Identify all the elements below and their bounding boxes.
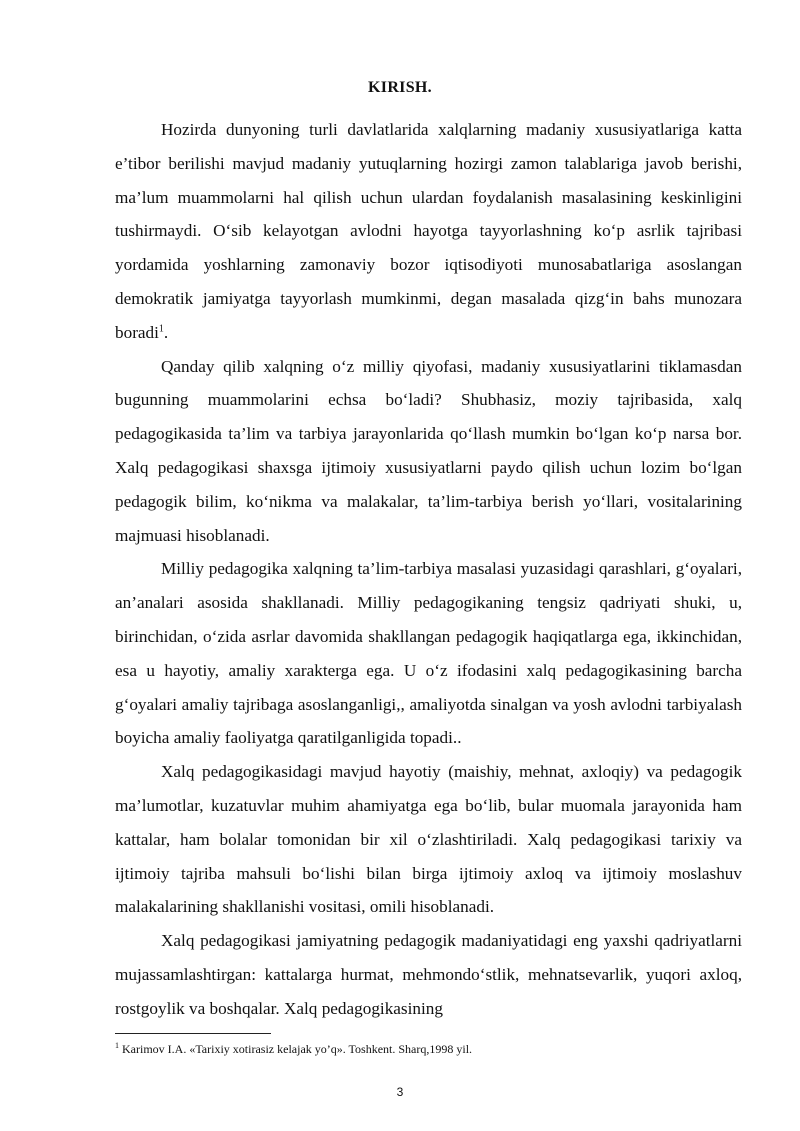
body-text — [115, 113, 742, 1026]
paragraph-3: Milliy pedagogika xalqning ta’lim-tarbiya masalasi yuzasidagi qarashlari, g‘oyalari, an’analari asosida shakllanadi. Milliy pedagogikaning tengsiz qadriyati shuki, u, birinchidan, o‘zida asrlar davomida shakllangan pedagogik haqiqatlarga ega, ikkinchidan, esa u hayotiy, amaliy xarakterga ega. U o‘z ifodasini xalq pedagogikasining barcha g‘oyalari amaliy tajribaga asoslanganligi,, amaliyotda sinalgan va yosh avlodni tarbiyalash boyicha amaliy faoliyatga qaratilganligida topadi.. — [115, 559, 742, 748]
footnote-reference[interactable]: 1 — [158, 323, 164, 335]
paragraph-5: Xalq pedagogikasi jamiyatning pedagogik madaniyatidagi eng yaxshi qadriyatlarni mujassamlashtirgan: kattalarga hurmat, mehmondo‘stlik, mehnatsevarlik, yuqori axloq, rostgoylik va boshqalar. Xalq pedagogikasining — [115, 931, 742, 1018]
paragraph-2: Qanday qilib xalqning o‘z milliy qiyofasi, madaniy xususiyatlarini tiklamasdan bugunning muammolarini echsa bo‘ladi? Shubhasiz, moziy tajribasida, xalq pedagogikasida ta’lim va tarbiya jarayonlarida qo‘llash mumkin bo‘lgan ko‘p narsa bor. Xalq pedagogikasi shaxsga ijtimoiy xususiyatlarni paydo qilish uchun lozim bo‘lgan pedagogik bilim, ko‘nikma va malakalar, ta’lim-tarbiya berish yo‘llari, vositalarining majmuasi hisoblanadi. — [115, 356, 742, 545]
footnote — [115, 1041, 742, 1057]
footnote-marker: 1 — [115, 1041, 119, 1050]
paragraph-4: Xalq pedagogikasidagi mavjud hayotiy (maishiy, mehnat, axloqiy) va pedagogik ma’lumotlar, kuzatuvlar muhim ahamiyatga ega bo‘lib, bular muomala jarayonida ham kattalar, ham bolalar tomonidan bir xil o‘zlashtiriladi. Xalq pedagogikasi tarixiy va ijtimoiy tajriba mahsuli bo‘lishi bilan birga ijtimoiy axloq va ijtimoiy moslashuv malakalarining shakllanishi vositasi, omili hisoblanadi. — [115, 762, 742, 917]
page-number: 3 — [396, 1085, 404, 1099]
page-title: KIRISH. — [368, 79, 432, 96]
paragraph-tail: . — [163, 322, 169, 342]
footnote-divider — [115, 1033, 271, 1034]
footnote-text: Karimov I.A. «Tarixiy xotirasiz kelajak yo’q». Toshkent. Sharq,1998 yil. — [122, 1042, 473, 1056]
paragraph-text: Hozirda dunyoning turli davlatlarida xalqlarning madaniy xususiyatlariga katta e’tibor berilishi mavjud madaniy yutuqlarning hozirgi zamon talablariga javob berishi, ma’lum muammolarni hal qilish uchun ulardan foydalanish masalasining keskinligini tushirmaydi. O‘sib kelayotgan avlodni hayotga tayyorlashning ko‘p asrlik tajribasi yordamida yoshlarning zamonaviy bozor iqtisodiyoti munosabatlariga asoslangan demokratik jamiyatga tayyorlash mumkinmi, degan masalada qizg‘in bahs munozara boradi — [115, 120, 742, 342]
paragraph-1 — [115, 113, 742, 350]
